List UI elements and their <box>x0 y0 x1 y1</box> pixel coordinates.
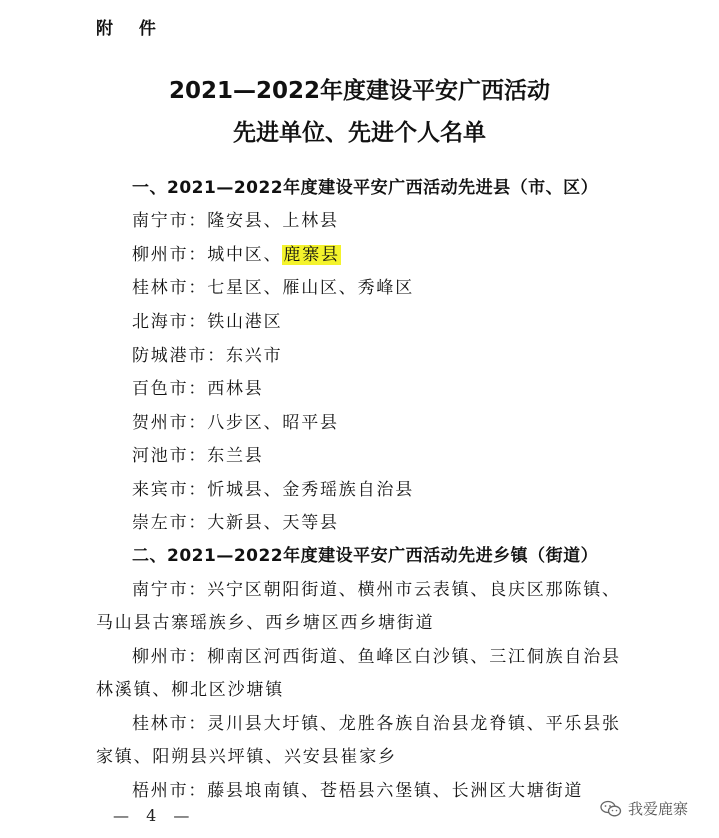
wechat-icon <box>600 800 622 818</box>
highlighted-county: 鹿寨县 <box>283 245 340 265</box>
section1-line: 崇左市：大新县、天等县 <box>132 513 339 533</box>
section2-line: 梧州市：藤县埌南镇、苍梧县六堡镇、长洲区大塘街道 <box>132 781 584 801</box>
section1-line: 桂林市：七星区、雁山区、秀峰区 <box>132 278 414 298</box>
watermark-text: 我爱鹿寨 <box>628 800 689 818</box>
section1-line-liuzhou <box>132 240 341 265</box>
section2-line: 柳州市：柳南区河西街道、鱼峰区白沙镇、三江侗族自治县 <box>132 647 621 667</box>
section2-line: 马山县古寨瑶族乡、西乡塘区西乡塘街道 <box>96 613 435 633</box>
page-number: — 4 — <box>113 806 196 825</box>
section1-heading: 一、2021—2022年度建设平安广西活动先进县（市、区） <box>132 178 599 198</box>
section1-line: 贺州市：八步区、昭平县 <box>132 413 339 433</box>
attachment-label: 附 件 <box>96 19 166 39</box>
section2-line: 家镇、阳朔县兴坪镇、兴安县崔家乡 <box>96 747 397 767</box>
section2-line: 南宁市：兴宁区朝阳街道、横州市云表镇、良庆区那陈镇、 <box>132 580 621 600</box>
section1-line: 南宁市：隆安县、上林县 <box>132 211 339 231</box>
section1-line-text: 柳州市：城中区、 <box>132 245 283 265</box>
section1-line: 河池市：东兰县 <box>132 446 264 466</box>
document-title-line2: 先进单位、先进个人名单 <box>233 120 486 146</box>
section1-line: 防城港市：东兴市 <box>132 346 283 366</box>
section1-line: 百色市：西林县 <box>132 379 264 399</box>
section2-line: 桂林市：灵川县大圩镇、龙胜各族自治县龙脊镇、平乐县张 <box>132 714 621 734</box>
watermark <box>600 798 688 819</box>
section1-line: 来宾市：忻城县、金秀瑶族自治县 <box>132 480 414 500</box>
section2-heading: 二、2021—2022年度建设平安广西活动先进乡镇（街道） <box>132 546 599 566</box>
document-title-line1: 2021—2022年度建设平安广西活动 <box>168 78 551 104</box>
section2-line: 林溪镇、柳北区沙塘镇 <box>96 680 284 700</box>
section1-line: 北海市：铁山港区 <box>132 312 283 332</box>
